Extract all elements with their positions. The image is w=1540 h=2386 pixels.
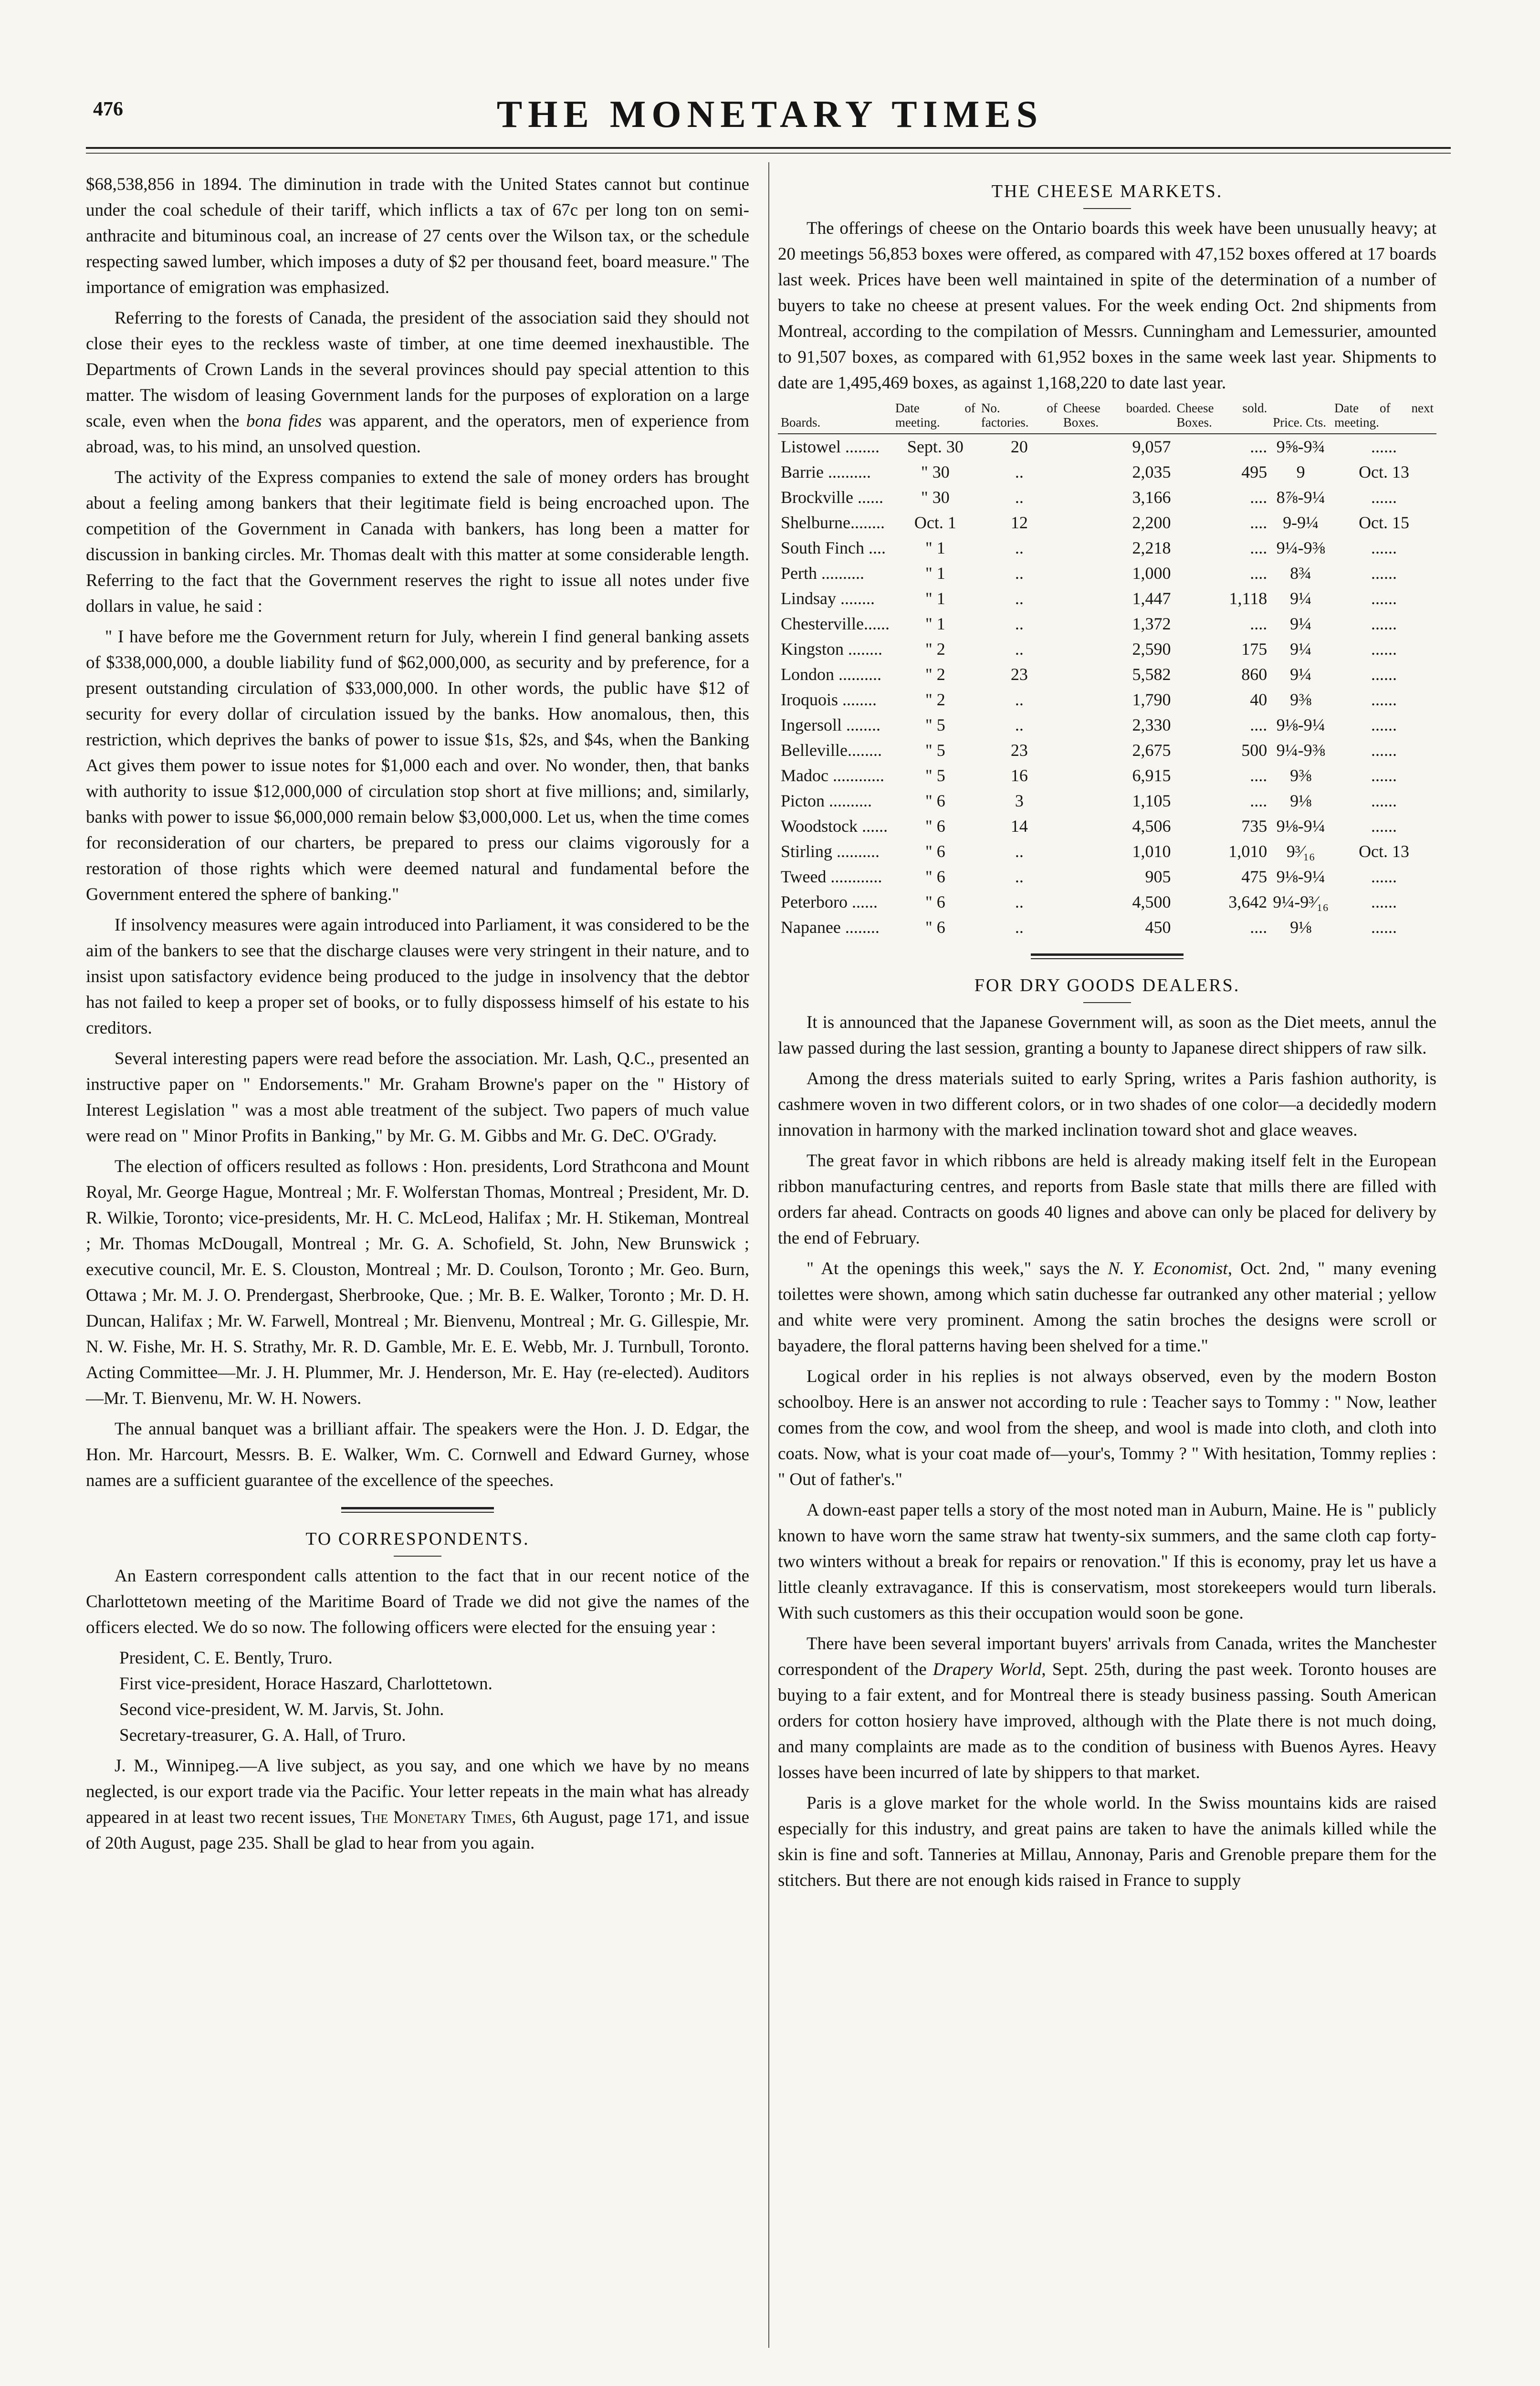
date-cell: " 2 [925, 639, 945, 659]
boarded-cell: 2,590 [1132, 639, 1171, 659]
next-meeting-cell: ...... [1371, 437, 1397, 456]
sold-cell: 735 [1241, 816, 1268, 836]
column-header: Price. Cts. [1273, 415, 1326, 429]
paragraph: Paris is a glove market for the whole world. In the Swiss mountains kids are raised especially for this industry, and great pains are taken to have the animals killed while the skin is fine and soft. Tanneries at Millau, Annonay, Paris and Grenoble prepare them for the stitchers. But there are not enough kids raised in France to supply [778, 1793, 1436, 1890]
heading-rule [1083, 1002, 1131, 1003]
officer-line: Secretary-treasurer, G. A. Hall, of Truro. [119, 1726, 406, 1745]
date-cell: " 6 [925, 892, 945, 911]
board-cell: Woodstock ...... [781, 816, 888, 836]
boarded-cell: 5,582 [1132, 665, 1171, 684]
date-cell: " 1 [925, 589, 945, 608]
board-cell: Lindsay ........ [781, 589, 875, 608]
table-row [778, 864, 1436, 890]
factories-cell: .. [1015, 639, 1024, 659]
sold-cell: 495 [1241, 462, 1268, 481]
table-row [778, 738, 1436, 763]
boarded-cell: 1,105 [1132, 791, 1171, 810]
price-cell: 9¼-9³⁄₁₆ [1273, 892, 1329, 911]
left-column [86, 172, 749, 1861]
right-column [778, 172, 1436, 1898]
table-row [778, 662, 1436, 687]
cheese-table-body [778, 434, 1436, 940]
officer-line: First vice-president, Horace Haszard, Charlottetown. [119, 1674, 492, 1694]
table-row [778, 687, 1436, 712]
boarded-cell: 2,035 [1132, 462, 1171, 481]
paragraph: The great favor in which ribbons are held is already making itself felt in the European ribbon manufacturing centres, and reports from Basle state that mills there are filled with orders far ahead. Contracts on goods 40 lignes and above can only be placed for delivery by the end of February. [778, 1151, 1436, 1248]
price-cell: 9¼ [1290, 665, 1312, 684]
date-cell: " 6 [925, 918, 945, 937]
next-meeting-cell: ...... [1371, 488, 1397, 507]
paragraph: An Eastern correspondent calls attention to the fact that in our recent notice of the Charlottetown meeting of the Maritime Board of Trade we did not give the names of the officers elected. We do so now. The following officers were elected for the ensuing year : [86, 1566, 749, 1637]
officer-line: President, C. E. Bently, Truro. [119, 1648, 333, 1668]
section-heading-correspondents: TO CORRESPONDENTS. [305, 1529, 530, 1549]
factories-cell: 12 [1010, 513, 1028, 532]
next-meeting-cell: Oct. 13 [1359, 842, 1410, 861]
next-meeting-cell: ...... [1371, 639, 1397, 659]
sold-cell: .... [1250, 538, 1268, 557]
header-rule [86, 147, 1451, 149]
paragraph: A down-east paper tells a story of the most noted man in Auburn, Maine. He is " publicly known to have worn the same straw hat twenty-six summers, and the same cloth cap forty-two winters without a break for repairs or renovation." If this is economy, pray let us have a little cleanly extravagance. If this is conservatism, most storekeepers would turn liberals. With such customers as this their occupation would soon be gone. [778, 1500, 1436, 1623]
boarded-cell: 2,218 [1132, 538, 1171, 557]
table-row [778, 814, 1436, 839]
date-cell: " 5 [925, 741, 945, 760]
column-header: Cheese boarded. Boxes. [1063, 401, 1171, 429]
factories-cell: 16 [1010, 766, 1028, 785]
boarded-cell: 1,372 [1132, 614, 1171, 633]
boarded-cell: 1,790 [1132, 690, 1171, 709]
paragraph: " At the openings this week," says the N. Y. Economist, Oct. 2nd, " many evening toilettes were shown, among which satin duchesse far outranked any other material ; yellow and white were very prominent. Among the satin broches the designs were scroll or bayadere, the floral patterns having been shelved for a time." [778, 1259, 1437, 1356]
date-cell: " 1 [925, 614, 945, 633]
price-cell: 9¼ [1290, 639, 1312, 659]
date-cell: " 2 [925, 665, 945, 684]
sold-cell: .... [1250, 791, 1268, 810]
paragraph: Among the dress materials suited to early Spring, writes a Paris fashion authority, is cashmere woven in two different colors, or in two shades of one color—a decidedly modern innovation in harmony with the marked inclination toward shot and glace weaves. [778, 1069, 1436, 1140]
heading-rule [1083, 208, 1131, 209]
sold-cell: 500 [1241, 741, 1268, 760]
next-meeting-cell: ...... [1371, 614, 1397, 633]
price-cell: 9¼-9⅜ [1276, 741, 1325, 760]
board-cell: Ingersoll ........ [781, 715, 880, 734]
factories-cell: 23 [1010, 741, 1028, 760]
board-cell: Napanee ........ [781, 918, 880, 937]
sold-cell: .... [1250, 715, 1268, 734]
page-number: 476 [93, 98, 123, 120]
table-row [778, 890, 1436, 915]
price-cell: 9⅛ [1290, 918, 1312, 937]
board-cell: Shelburne........ [781, 513, 885, 532]
price-cell: 9¼ [1290, 614, 1312, 633]
masthead-title: THE MONETARY TIMES [496, 94, 1044, 136]
boarded-cell: 1,000 [1132, 564, 1171, 583]
date-cell: " 1 [925, 564, 945, 583]
price-cell: 9⅛ [1290, 791, 1312, 810]
factories-cell: .. [1015, 462, 1024, 481]
next-meeting-cell: Oct. 15 [1359, 513, 1410, 532]
date-cell: " 30 [921, 462, 950, 481]
table-row [778, 611, 1436, 637]
price-cell: 8¾ [1290, 564, 1312, 583]
header-rule-thin [86, 153, 1451, 154]
table-row [778, 712, 1436, 738]
board-cell: Iroquois ........ [781, 690, 877, 709]
date-cell: " 30 [921, 488, 950, 507]
boarded-cell: 1,010 [1132, 842, 1171, 861]
table-row [778, 839, 1436, 864]
board-cell: Kingston ........ [781, 639, 883, 659]
officer-line: Second vice-president, W. M. Jarvis, St. John. [119, 1700, 444, 1719]
next-meeting-cell: ...... [1371, 816, 1397, 836]
sold-cell: 860 [1241, 665, 1268, 684]
paragraph: $68,538,856 in 1894. The diminution in trade with the United States cannot but continue under the coal schedule of their tariff, which inflicts a tax of 67c per long ton on semi-anthracite and bituminous coal, an increase of 27 cents over the Wilson tax, or the schedule respecting sawed lumber, which imposes a duty of $2 per thousand feet, board measure." The importance of emigration was emphasized. [86, 175, 749, 297]
table-header-row [778, 401, 1436, 433]
date-cell: " 1 [925, 538, 945, 557]
factories-cell: .. [1015, 867, 1024, 886]
board-cell: Chesterville...... [781, 614, 890, 633]
column-header: Boards. [781, 415, 821, 429]
next-meeting-cell: ...... [1371, 715, 1397, 734]
boarded-cell: 2,330 [1132, 715, 1171, 734]
column-header: Date of meeting. [895, 401, 975, 429]
table-row [778, 510, 1436, 535]
paragraph: There have been several important buyers' arrivals from Canada, writes the Manchester correspondent of the Drapery World, Sept. 25th, during the past week. Toronto houses are buying to a fair extent, and for Montreal there is steady business passing. South American orders for cotton hosiery have improved, although with the Plate there is not much doing, and many complaints are made as to the condition of business with Buenos Ayres. Heavy losses have been incurred of late by shippers to that market. [778, 1634, 1436, 1782]
sold-cell: .... [1250, 437, 1268, 456]
board-cell: Perth .......... [781, 564, 864, 583]
next-meeting-cell: ...... [1371, 867, 1397, 886]
next-meeting-cell: ...... [1371, 690, 1397, 709]
next-meeting-cell: ...... [1371, 918, 1397, 937]
factories-cell: .. [1015, 690, 1024, 709]
quotation: " I have before me the Government return for July, wherein I find general banking assets of $338,000,000, a double liability fund of $62,000,000, as security and by preference, for a present outstanding circulation of $33,000,000. In other words, the public have $12 of security for every dollar of circulation issued by the banks. How anomalous, then, this restriction, which deprives the banks of power to issue $1s, $2s, and $4s, when the Banking Act gives them power to issue notes for $1,000 each and over. No wonder, then, that banks with authority to issue $12,000,000 of circulation stop short at five millions; and, similarly, banks with power to issue $6,000,000 remain below $3,000,000. Let us, when the time comes for reconsideration of our charters, be prepared to press our claims vigorously for a restoration of those rights which were deemed natural and fundamental before the Government entered the sphere of banking." [86, 627, 749, 904]
factories-cell: 20 [1010, 437, 1028, 456]
board-cell: Brockville ...... [781, 488, 883, 507]
price-cell: 9 [1296, 462, 1305, 481]
table-row [778, 637, 1436, 662]
price-cell: 9⅛-9¼ [1276, 816, 1325, 836]
table-row [778, 460, 1436, 485]
price-cell: 9⅜ [1290, 766, 1312, 785]
section-heading-cheese-markets: THE CHEESE MARKETS. [991, 181, 1223, 201]
paragraph: J. M., Winnipeg.—A live subject, as you say, and one which we have by no means neglected, is our export trade via the Pacific. Your letter repeats in the main what has already appeared in at least two recent issues, The Monetary Times, 6th August, page 171, and issue of 20th August, page 235. Shall be glad to hear from you again. [86, 1756, 749, 1853]
boarded-cell: 450 [1145, 918, 1171, 937]
boarded-cell: 905 [1145, 867, 1171, 886]
board-cell: Picton .......... [781, 791, 872, 810]
next-meeting-cell: ...... [1371, 892, 1397, 911]
sold-cell: .... [1250, 488, 1268, 507]
officers-list [86, 1645, 749, 1748]
boarded-cell: 4,500 [1132, 892, 1171, 911]
board-cell: Barrie .......... [781, 462, 871, 481]
section-heading-dry-goods: FOR DRY GOODS DEALERS. [974, 975, 1240, 995]
factories-cell: .. [1015, 488, 1024, 507]
date-cell: Sept. 30 [907, 437, 964, 456]
factories-cell: .. [1015, 538, 1024, 557]
factories-cell: .. [1015, 918, 1024, 937]
paragraph: If insolvency measures were again introduced into Parliament, it was considered to be the aim of the bankers to see that the discharge clauses were very stringent in their nature, and to insist upon satisfactory evidence being produced to the judge in insolvency that the debtor has not failed to keep a proper set of books, or to fully dispossess himself of his estate to his creditors. [86, 915, 749, 1038]
date-cell: " 6 [925, 842, 945, 861]
next-meeting-cell: ...... [1371, 538, 1397, 557]
next-meeting-cell: Oct. 13 [1359, 462, 1410, 481]
next-meeting-cell: ...... [1371, 589, 1397, 608]
factories-cell: 23 [1010, 665, 1028, 684]
board-cell: London .......... [781, 665, 881, 684]
board-cell: Peterboro ...... [781, 892, 878, 911]
next-meeting-cell: ...... [1371, 791, 1397, 810]
factories-cell: 3 [1015, 791, 1024, 810]
table-row [778, 763, 1436, 788]
sold-cell: 1,118 [1229, 589, 1268, 608]
board-cell: Belleville........ [781, 741, 882, 760]
price-cell: 9¼ [1290, 589, 1312, 608]
price-cell: 9⅛-9¼ [1276, 715, 1325, 734]
table-row [778, 535, 1436, 561]
section-rule [1031, 953, 1184, 959]
date-cell: " 5 [925, 766, 945, 785]
board-cell: Madoc ............ [781, 766, 884, 785]
cheese-markets-table [778, 401, 1436, 940]
boarded-cell: 4,506 [1132, 816, 1171, 836]
sold-cell: 175 [1241, 639, 1268, 659]
sold-cell: 475 [1241, 867, 1268, 886]
boarded-cell: 9,057 [1132, 437, 1171, 456]
paragraph: The offerings of cheese on the Ontario boards this week have been unusually heavy; at 20 meetings 56,853 boxes were offered, as compared with 47,152 boxes offered at 17 boards last week. Prices have been well maintained in spite of the determination of a number of buyers to take no cheese at present values. For the week ending Oct. 2nd shipments from Montreal, according to the compilation of Messrs. Cunningham and Lemessurier, amounted to 91,507 boxes, as compared with 61,952 boxes in the same week last year. Shipments to date are 1,495,469 boxes, as against 1,168,220 to date last year. [778, 219, 1436, 393]
table-row [778, 586, 1436, 611]
sold-cell: 40 [1250, 690, 1268, 709]
price-cell: 9⅝-9¾ [1276, 437, 1325, 456]
paragraph: The election of officers resulted as follows : Hon. presidents, Lord Strathcona and Mount Royal, Mr. George Hague, Montreal ; Mr. F. Wolferstan Thomas, Montreal ; President, Mr. D. R. Wilkie, Toronto; vice-presidents, Mr. H. C. McLeod, Halifax ; Mr. H. Stikeman, Montreal ; Mr. Thomas McDougall, Montreal ; Mr. G. A. Schofield, St. John, New Brunswick ; executive council, Mr. E. S. Clouston, Montreal ; Mr. D. Coulson, Toronto ; Mr. Geo. Burn, Ottawa ; Mr. M. J. O. Prendergast, Sherbrooke, Que. ; Mr. B. E. Walker, Toronto ; Mr. D. H. Duncan, Halifax ; Mr. W. Farwell, Montreal ; Mr. Bienvenu, Montreal ; Mr. G. Gillespie, Mr. N. W. Fishe, Mr. H. S. Strathy, Mr. R. D. Gamble, Mr. E. E. Webb, Mr. J. Turnbull, Toronto. Acting Committee—Mr. J. H. Plummer, Mr. J. Henderson, Mr. E. Hay (re-elected). Auditors—Mr. T. Bienvenu, Mr. W. H. Nowers. [86, 1157, 749, 1408]
board-cell: Tweed ............ [781, 867, 882, 886]
section-rule [341, 1507, 494, 1513]
factories-cell: .. [1015, 589, 1024, 608]
column-header: Cheese sold. Boxes. [1176, 401, 1268, 429]
factories-cell: .. [1015, 715, 1024, 734]
paragraph: The activity of the Express companies to extend the sale of money orders has brought about a feeling among bankers that their legitimate field is being encroached upon. The competition of the Government in Canada with bankers, has long been a matter for discussion in banking circles. Mr. Thomas dealt with this matter at some considerable length. Referring to the fact that the Government reserves the right to issue all notes under five dollars in value, he said : [86, 468, 749, 616]
factories-cell: 14 [1010, 816, 1028, 836]
sold-cell: .... [1250, 918, 1268, 937]
board-cell: Stirling .......... [781, 842, 880, 861]
table-row [778, 915, 1436, 940]
price-cell: 9⅛-9¼ [1276, 867, 1325, 886]
price-cell: 8⅞-9¼ [1276, 488, 1325, 507]
sold-cell: 3,642 [1228, 892, 1268, 911]
heading-rule [394, 1556, 441, 1557]
sold-cell: .... [1250, 564, 1268, 583]
table-row [778, 485, 1436, 510]
column-header: No. of factories. [981, 401, 1058, 429]
paragraph: Several interesting papers were read before the association. Mr. Lash, Q.C., presented an instructive paper on " Endorsements." Mr. Graham Browne's paper on the " History of Interest Legislation " was a most able treatment of the subject. Two papers of much value were read on " Minor Profits in Banking," by Mr. G. M. Gibbs and Mr. G. DeC. O'Grady. [86, 1049, 749, 1146]
date-cell: Oct. 1 [914, 513, 956, 532]
factories-cell: .. [1015, 842, 1024, 861]
boarded-cell: 1,447 [1132, 589, 1171, 608]
date-cell: " 6 [925, 867, 945, 886]
date-cell: " 2 [925, 690, 945, 709]
price-cell: 9³⁄₁₆ [1286, 842, 1315, 861]
table-row [778, 788, 1436, 814]
boarded-cell: 6,915 [1132, 766, 1171, 785]
table-row [778, 434, 1436, 460]
paragraph: Referring to the forests of Canada, the president of the association said they should not close their eyes to the reckless waste of timber, at one time deemed inexhaustible. The Departments of Crown Lands in the several provinces should pay special attention to this matter. The wisdom of leasing Government lands for the purposes of exploration on a large scale, even when the bona fides was apparent, and the operators, men of experience from abroad, was, to his mind, an unsolved question. [86, 308, 749, 457]
next-meeting-cell: ...... [1371, 766, 1397, 785]
paragraph: Logical order in his replies is not always observed, even by the modern Boston schoolboy. Here is an answer not according to rule : Teacher says to Tommy : " Now, leather comes from the cow, and wool from the sheep, and wool is made into cloth, and cloth into coats. Now, what is your coat made of—your's, Tommy ? " With hesitation, Tommy replies : " Out of father's." [778, 1367, 1436, 1489]
sold-cell: 1,010 [1228, 842, 1268, 861]
next-meeting-cell: ...... [1371, 741, 1397, 760]
boarded-cell: 3,166 [1132, 488, 1171, 507]
paragraph: The annual banquet was a brilliant affair. The speakers were the Hon. J. D. Edgar, the Hon. Mr. Harcourt, Messrs. B. E. Walker, Wm. C. Cornwell and Edward Gurney, whose names are a sufficient guarantee of the excellence of the speeches. [86, 1419, 749, 1490]
price-cell: 9⅜ [1290, 690, 1312, 709]
sold-cell: .... [1250, 614, 1268, 633]
date-cell: " 5 [925, 715, 945, 734]
column-divider [768, 162, 769, 2348]
sold-cell: .... [1250, 766, 1268, 785]
paragraph: It is announced that the Japanese Government will, as soon as the Diet meets, annul the law passed during the last session, granting a bounty to Japanese direct shippers of raw silk. [778, 1013, 1436, 1058]
next-meeting-cell: ...... [1371, 665, 1397, 684]
next-meeting-cell: ...... [1371, 564, 1397, 583]
price-cell: 9-9¼ [1283, 513, 1319, 532]
date-cell: " 6 [925, 791, 945, 810]
factories-cell: .. [1015, 892, 1024, 911]
boarded-cell: 2,675 [1132, 741, 1171, 760]
board-cell: Listowel ........ [781, 437, 880, 456]
board-cell: South Finch .... [781, 538, 886, 557]
factories-cell: .. [1015, 564, 1024, 583]
price-cell: 9¼-9⅜ [1276, 538, 1325, 557]
table-row [778, 561, 1436, 586]
boarded-cell: 2,200 [1132, 513, 1171, 532]
column-header: Date of next meeting. [1334, 401, 1434, 429]
sold-cell: .... [1250, 513, 1268, 532]
date-cell: " 6 [925, 816, 945, 836]
factories-cell: .. [1015, 614, 1024, 633]
